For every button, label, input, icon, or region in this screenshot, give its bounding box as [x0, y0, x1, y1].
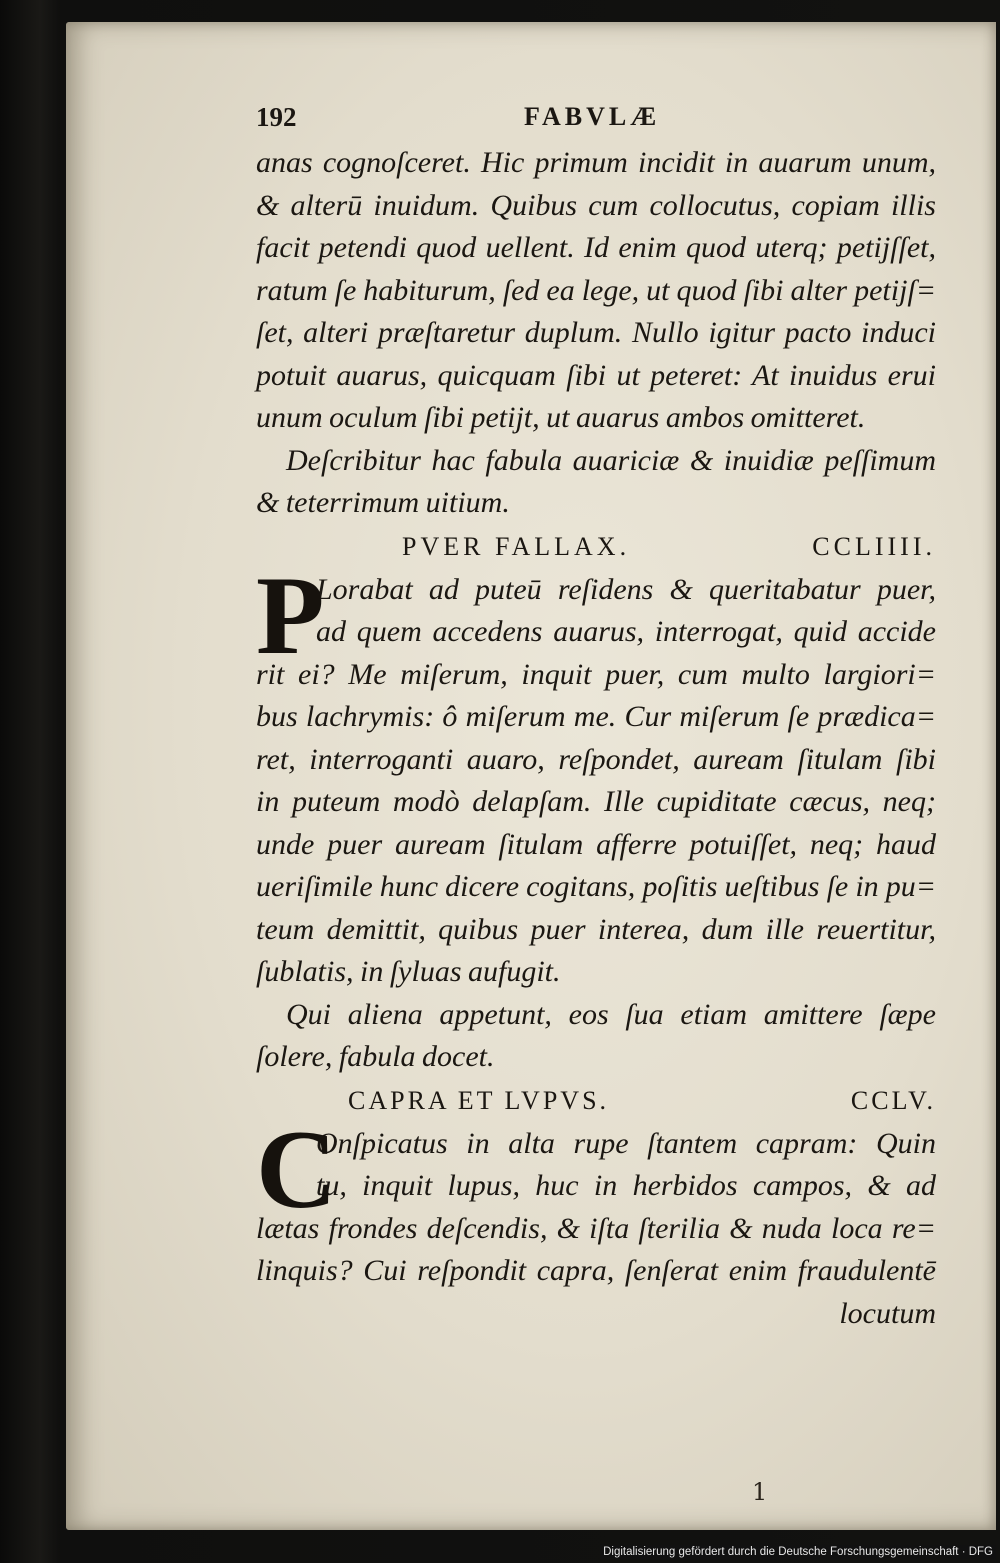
text-line: & teterrimum uitium.	[256, 486, 510, 519]
page-text	[256, 96, 936, 1335]
top-paragraph	[256, 142, 936, 440]
text-line: unde puer auream ſitulam afferre potuiſſet, neq; haud	[256, 827, 936, 861]
text-line: Lorabat ad puteū reſidens & queritabatur puer,	[316, 572, 936, 606]
text-line: potuit auarus, quicquam ſibi ut peteret: At inuidus erui	[256, 358, 936, 392]
text-line: ueriſimile hunc dicere cogitans, poſitis ueſtibus ſe in pu=	[256, 870, 936, 903]
running-title: FABVLÆ	[524, 102, 661, 131]
text-line: ſolere, fabula docet.	[256, 1040, 495, 1073]
fable-heading	[256, 1079, 936, 1123]
text-line: anas cognoſceret. Hic primum incidit in auarum unum,	[256, 146, 936, 179]
text-line: ſublatis, in ſyluas aufugit.	[256, 955, 561, 988]
running-head	[256, 96, 936, 142]
drop-cap: P	[256, 553, 325, 678]
text-line: ſet, alteri præſtaretur duplum. Nullo igitur pacto induci	[256, 316, 936, 349]
drop-cap: C	[256, 1107, 337, 1232]
text-line: & alterū inuidum. Quibus cum collocutus, copiam illis	[256, 188, 936, 222]
fable-heading	[256, 525, 936, 569]
text-line: rit ei? Me miſerum, inquit puer, cum multo largiori=	[256, 657, 936, 691]
text-line: facit petendi quod uellent. Id enim quod uterq; petijſſet,	[256, 231, 936, 264]
text-line: tu, inquit lupus, huc in herbidos campos, & ad	[316, 1169, 936, 1202]
fable-number: CCLIIII.	[812, 531, 936, 561]
text-line: lætas frondes deſcendis, & iſta ſterilia & nuda loca re=	[256, 1211, 936, 1245]
text-line: bus lachrymis: ô miſerum me. Cur miſerum ſe prædica=	[256, 700, 936, 733]
moral-paragraph	[256, 440, 936, 525]
fable-title: PVER FALLAX.	[402, 531, 631, 561]
text-line: unum oculum ſibi petijt, ut auarus ambos omitteret.	[256, 401, 866, 434]
fable-number: CCLV.	[850, 1085, 936, 1115]
text-line: in puteum modò delapſam. Ille cupiditate cæcus, neq;	[256, 785, 936, 818]
catchword: locutum	[839, 1296, 936, 1330]
fable-body	[256, 1107, 936, 1336]
text-line: Deſcribitur hac fabula auariciæ & inuidiæ peſſimum	[286, 443, 936, 477]
text-line: ratum ſe habiturum, ſed ea lege, ut quod ſibi alter petijſ=	[256, 273, 936, 307]
text-line: Onſpicatus in alta rupe ſtantem capram: Quin	[316, 1126, 936, 1160]
page-number: 192	[256, 102, 297, 132]
text-line: ret, interroganti auaro, reſpondet, auream ſitulam ſibi	[256, 742, 936, 776]
fable-title: CAPRA ET LVPVS.	[348, 1085, 610, 1115]
fable-body	[256, 553, 936, 1079]
text-line: teum demittit, quibus puer interea, dum ille reuertitur,	[256, 912, 936, 946]
text-line: ad quem accedens auarus, interrogat, quid accide	[316, 615, 936, 648]
signature-mark: 1	[752, 1478, 768, 1506]
digitization-credit: Digitalisierung gefördert durch die Deutsche Forschungsgemeinschaft · DFG	[600, 1545, 996, 1559]
text-line: linquis? Cui reſpondit capra, ſenſerat enim fraudulentē	[256, 1254, 936, 1287]
text-line: Qui aliena appetunt, eos ſua etiam amittere ſæpe	[286, 997, 936, 1031]
